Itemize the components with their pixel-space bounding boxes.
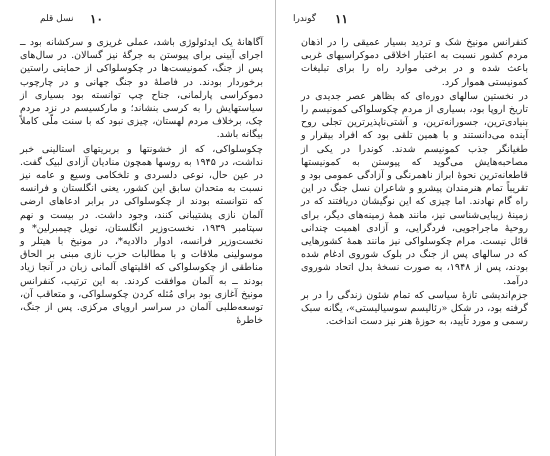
running-title: گوندرا [293, 14, 317, 24]
right-page [275, 0, 550, 456]
paragraph: آگاهانهٔ یک ایدئولوژی باشد، عملی غریزی و سرکشانه بود ــ اجرای آیینی برای پیوستن به جرگهٔ نیز گسالان. در سال‌های پس از جنگ، کمونیست‌ها در چکوسلواکی از حمایتی راستین برخوردار بودند. در فاصلهٔ دو جنگ جهانی و در چارچوب دموکراسی پارلمانی، جناح چپ توانسته بود بسیاری از سیاستهایش را به کرسی بنشاند؛ و مارکسیسم در نزد مردم چک، برخلاف مردم لهستان، چیزی نبود که با سنت ملّی کاملاً بیگانه باشد. [20, 37, 263, 141]
left-page-body [20, 36, 263, 327]
page-number: ۱۱ [335, 12, 348, 26]
running-title: نسل قلم [40, 14, 74, 24]
right-page-header [275, 12, 550, 30]
paragraph: چکوسلواکی، که از خشونتها و بربریتهای استالینی خبر نداشت، در ۱۹۴۵ به روسها همچون منادیان آزادی لبیک گفت. در عین حال، نوعی دلسردی و تلخکامی وسیع و عامه نیز نسبت به متحدان سابق این کشور، یعنی انگلستان و فرانسه که نتوانسته بودند از چکوسلواکی در برابر ادعاهای ارضی آلمان نازی پشتیبانی کنند، وجود داشت. در بیست و نهم سپتامبر ۱۹۳۹، نخست‌وزیر انگلستان، نویل چیمبرلین* و نخست‌وزیر فرانسه، ادوار دالادیه*، در مونیخ با هیتلر و موسولینی ملاقات و با مطالبات حزب نازی مبنی بر الحاق مناطقی از چکوسلواکی که اقلیتهای آلمانی زبان در آنجا زیاد بودند ــ به آلمان موافقت کردند. به این ترتیب، کنفرانس مونیخ آغازی بود برای مُثله کردن چکوسلواکی، و متعاقب آن، توسعه‌طلبی آلمان در سراسر اروپای مرکزی. پس از جنگ، خاطرهٔ [20, 143, 263, 327]
paragraph: کنفرانس مونیخ شک و تردید بسیار عمیقی را در اذهان مردم کشور نسبت به اعتبار اخلاقی دموکراسیهای غربی باعث شده و در برخی موارد راه را برای تبلیغات کمونیستی هموار کرد. [301, 37, 528, 88]
right-page-body [301, 36, 528, 328]
paragraph: در نخستین سالهای دوره‌ای که بظاهر عصر جدیدی در تاریخ اروپا بود، بسیاری از مردم چکوسلواکی کمونیسم را بنیادی‌ترین، جسورانه‌ترین، و آشتی‌ناپذیرترین تجلی روح آینده می‌دانستند و با همین تلقی بود که افراد بیقرار و طغیانگر جذب کمونیسم شدند. کوندرا در یکی از مصاحبه‌هایش می‌گوید که پیوستن به کمونیستها قاطعانه‌ترین نحوهٔ ابراز ناهمرنگی و آزادگی عمومی بود و تقریباً تمام هنرمندان پیشرو و شاعران نسل جنگ در این راه گام نهادند. اما چیزی که این نوگیشان دریافتند که در زمینهٔ زیبایی‌شناسی نیز، مانند همهٔ زمینه‌های دیگر، برای روحیهٔ ماجراجویی، فردگرایی، و آزادی اهمیت چندانی قائل نیست. مرام چکوسلواکی نیز مانند همهٔ کشورهایی که در سالهای پس از جنگ در بلوک شوروی ادغام شده بودند، پس از ۱۹۴۸، به صورت نسخهٔ بدل اتحاد شوروی درآمد. [301, 90, 528, 287]
left-page-header [0, 12, 275, 30]
paragraph: جزم‌اندیشی تازهٔ سیاسی که تمام شئون زندگی را در بر گرفته بود، در شکل «رئالیسم سوسیالیستی»، یگانه سبک رسمی و مورد تأیید، به حوزهٔ هنر نیز دست انداخت. [301, 289, 528, 328]
page-number: ۱۰ [90, 12, 103, 26]
